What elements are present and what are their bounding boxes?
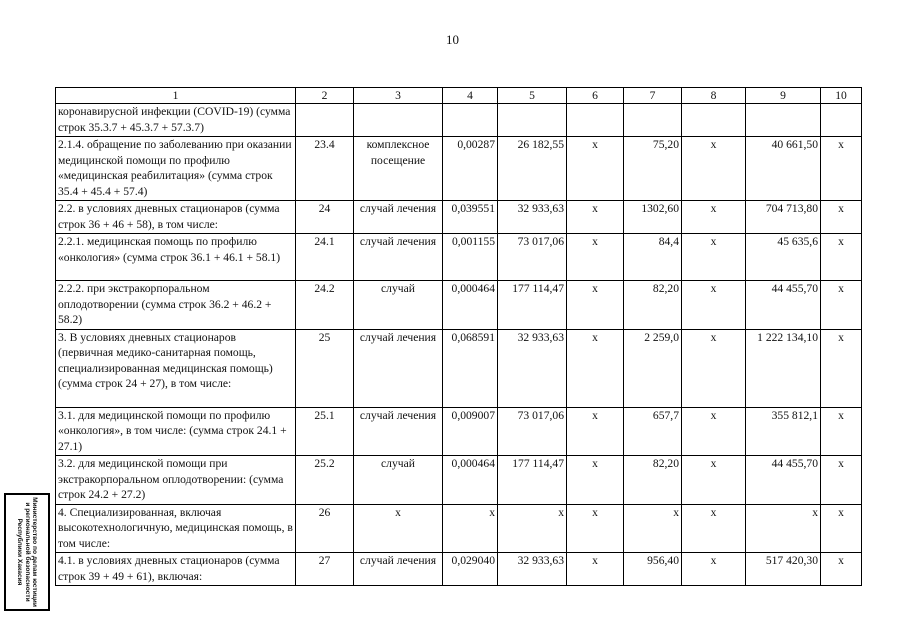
header-row bbox=[56, 88, 862, 104]
table-cell-col-1: 2.2. в условиях дневных стационаров (сумма строк 36 + 46 + 58), в том числе: bbox=[56, 201, 296, 234]
table-cell-col-8: х bbox=[682, 553, 746, 586]
table-cell-col-6: х bbox=[567, 234, 624, 281]
table-cell-col-5: 32 933,63 bbox=[498, 553, 567, 586]
table-cell-col-9: 355 812,1 bbox=[746, 407, 821, 456]
table-cell-col-6: х bbox=[567, 137, 624, 201]
column-header: 10 bbox=[821, 88, 862, 104]
table-cell-col-4: 0,000464 bbox=[443, 456, 498, 505]
table-cell-col-2: 25.2 bbox=[296, 456, 354, 505]
registration-stamp bbox=[4, 493, 50, 611]
table-cell-col-1: коронавирусной инфекции (COVID-19) (сумма строк 35.3.7 + 45.3.7 + 57.3.7) bbox=[56, 104, 296, 137]
table-cell-col-9 bbox=[746, 104, 821, 137]
table-cell-col-8: х bbox=[682, 234, 746, 281]
table-cell-col-9: 704 713,80 bbox=[746, 201, 821, 234]
table-cell-col-3 bbox=[354, 104, 443, 137]
table-cell-col-2: 25.1 bbox=[296, 407, 354, 456]
table-cell-col-1: 3. В условиях дневных стационаров (первичная медико-санитарная помощь, специализированная медицинская помощь) (сумма строк 24 + 27), в том числе: bbox=[56, 329, 296, 407]
table-cell-col-6: х bbox=[567, 201, 624, 234]
table-cell-col-10: х bbox=[821, 504, 862, 553]
table-cell-col-8: х bbox=[682, 407, 746, 456]
page-number: 10 bbox=[446, 32, 459, 47]
table-cell-col-2: 24 bbox=[296, 201, 354, 234]
table-cell-col-6: х bbox=[567, 407, 624, 456]
table-cell-col-2: 26 bbox=[296, 504, 354, 553]
table-row bbox=[56, 234, 862, 281]
table-cell-col-10: х bbox=[821, 553, 862, 586]
table-row bbox=[56, 407, 862, 456]
table-cell-col-8: х bbox=[682, 504, 746, 553]
table-cell-col-3: случай лечения bbox=[354, 234, 443, 281]
table-cell-col-9: 45 635,6 bbox=[746, 234, 821, 281]
column-header: 6 bbox=[567, 88, 624, 104]
table-cell-col-3: случай лечения bbox=[354, 407, 443, 456]
table-cell-col-5: 73 017,06 bbox=[498, 234, 567, 281]
table-cell-col-2: 23.4 bbox=[296, 137, 354, 201]
table-cell-col-1: 4. Специализированная, включая высокотехнологичную, медицинская помощь, в том числе: bbox=[56, 504, 296, 553]
table-cell-col-3: случай лечения bbox=[354, 329, 443, 407]
table-cell-col-1: 2.2.2. при экстракорпоральном оплодотворении (сумма строк 36.2 + 46.2 + 58.2) bbox=[56, 281, 296, 330]
table-cell-col-2: 27 bbox=[296, 553, 354, 586]
table-cell-col-6: х bbox=[567, 553, 624, 586]
table-cell-col-4: 0,009007 bbox=[443, 407, 498, 456]
table-cell-col-9: 517 420,30 bbox=[746, 553, 821, 586]
table-cell-col-2: 24.2 bbox=[296, 281, 354, 330]
table-cell-col-3: случай лечения bbox=[354, 201, 443, 234]
table-cell-col-2 bbox=[296, 104, 354, 137]
table-cell-col-10: х bbox=[821, 456, 862, 505]
table-cell-col-4: 0,068591 bbox=[443, 329, 498, 407]
table-cell-col-10: х bbox=[821, 234, 862, 281]
table-cell-col-10: х bbox=[821, 137, 862, 201]
table-cell-col-7: 1302,60 bbox=[624, 201, 682, 234]
table-cell-col-1: 4.1. в условиях дневных стационаров (сумма строк 39 + 49 + 61), включая: bbox=[56, 553, 296, 586]
column-header: 7 bbox=[624, 88, 682, 104]
table-cell-col-5: 32 933,63 bbox=[498, 201, 567, 234]
table-cell-col-2: 24.1 bbox=[296, 234, 354, 281]
table-cell-col-4: 0,039551 bbox=[443, 201, 498, 234]
table-cell-col-5: 26 182,55 bbox=[498, 137, 567, 201]
table-cell-col-8: х bbox=[682, 281, 746, 330]
table-cell-col-7: х bbox=[624, 504, 682, 553]
table-row bbox=[56, 201, 862, 234]
table-cell-col-10: х bbox=[821, 201, 862, 234]
table-cell-col-5: 177 114,47 bbox=[498, 281, 567, 330]
table-cell-col-9: 1 222 134,10 bbox=[746, 329, 821, 407]
table-cell-col-5: 32 933,63 bbox=[498, 329, 567, 407]
table-row bbox=[56, 456, 862, 505]
table-cell-col-3: случай лечения bbox=[354, 553, 443, 586]
table-row bbox=[56, 104, 862, 137]
table-cell-col-6: х bbox=[567, 504, 624, 553]
table-cell-col-7: 75,20 bbox=[624, 137, 682, 201]
table-cell-col-5 bbox=[498, 104, 567, 137]
table-cell-col-7: 657,7 bbox=[624, 407, 682, 456]
table-cell-col-4: 0,00287 bbox=[443, 137, 498, 201]
table-cell-col-7: 84,4 bbox=[624, 234, 682, 281]
table-cell-col-8: х bbox=[682, 201, 746, 234]
table-cell-col-3: случай bbox=[354, 456, 443, 505]
column-header: 2 bbox=[296, 88, 354, 104]
column-header: 3 bbox=[354, 88, 443, 104]
table-cell-col-5: х bbox=[498, 504, 567, 553]
table-cell-col-4: 0,029040 bbox=[443, 553, 498, 586]
table-cell-col-9: 44 455,70 bbox=[746, 456, 821, 505]
table-cell-col-4 bbox=[443, 104, 498, 137]
table-cell-col-1: 2.1.4. обращение по заболеванию при оказании медицинской помощи по профилю «медицинская реабилитация» (сумма строк 35.4 + 45.4 + 57.4) bbox=[56, 137, 296, 201]
table-cell-col-4: 0,001155 bbox=[443, 234, 498, 281]
table-row bbox=[56, 504, 862, 553]
table-cell-col-7: 82,20 bbox=[624, 281, 682, 330]
table-cell-col-8: х bbox=[682, 456, 746, 505]
table-cell-col-1: 2.2.1. медицинская помощь по профилю «онкология» (сумма строк 36.1 + 46.1 + 58.1) bbox=[56, 234, 296, 281]
column-header: 4 bbox=[443, 88, 498, 104]
table-cell-col-3: комплексное посещение bbox=[354, 137, 443, 201]
table-cell-col-10: х bbox=[821, 329, 862, 407]
table-cell-col-7: 956,40 bbox=[624, 553, 682, 586]
table-cell-col-6: х bbox=[567, 456, 624, 505]
table-cell-col-10: х bbox=[821, 281, 862, 330]
table-cell-col-8: х bbox=[682, 329, 746, 407]
table-cell-col-4: х bbox=[443, 504, 498, 553]
table-cell-col-5: 73 017,06 bbox=[498, 407, 567, 456]
table-cell-col-3: случай bbox=[354, 281, 443, 330]
table-row bbox=[56, 137, 862, 201]
table-cell-col-9: 40 661,50 bbox=[746, 137, 821, 201]
table-cell-col-10 bbox=[821, 104, 862, 137]
column-header: 1 bbox=[56, 88, 296, 104]
table-cell-col-1: 3.1. для медицинской помощи по профилю «онкология», в том числе: (сумма строк 24.1 + 27.1) bbox=[56, 407, 296, 456]
table-cell-col-6 bbox=[567, 104, 624, 137]
table-row bbox=[56, 553, 862, 586]
table-cell-col-2: 25 bbox=[296, 329, 354, 407]
table-cell-col-6: х bbox=[567, 281, 624, 330]
table-row bbox=[56, 281, 862, 330]
table-cell-col-1: 3.2. для медицинской помощи при экстракорпоральном оплодотворении: (сумма строк 24.2 + 27.2) bbox=[56, 456, 296, 505]
table-cell-col-9: х bbox=[746, 504, 821, 553]
column-header: 8 bbox=[682, 88, 746, 104]
column-header: 9 bbox=[746, 88, 821, 104]
table-cell-col-7 bbox=[624, 104, 682, 137]
table-cell-col-10: х bbox=[821, 407, 862, 456]
table-cell-col-4: 0,000464 bbox=[443, 281, 498, 330]
table-cell-col-3: х bbox=[354, 504, 443, 553]
data-table bbox=[55, 87, 862, 586]
table-cell-col-6: х bbox=[567, 329, 624, 407]
table-cell-col-8 bbox=[682, 104, 746, 137]
table-cell-col-7: 82,20 bbox=[624, 456, 682, 505]
table-cell-col-5: 177 114,47 bbox=[498, 456, 567, 505]
table-cell-col-7: 2 259,0 bbox=[624, 329, 682, 407]
table-cell-col-8: х bbox=[682, 137, 746, 201]
column-header: 5 bbox=[498, 88, 567, 104]
table-row bbox=[56, 329, 862, 407]
table-cell-col-9: 44 455,70 bbox=[746, 281, 821, 330]
stamp-text: Министерство по делам юстиции и региональной безопасности Республики Хакасия bbox=[16, 497, 39, 607]
